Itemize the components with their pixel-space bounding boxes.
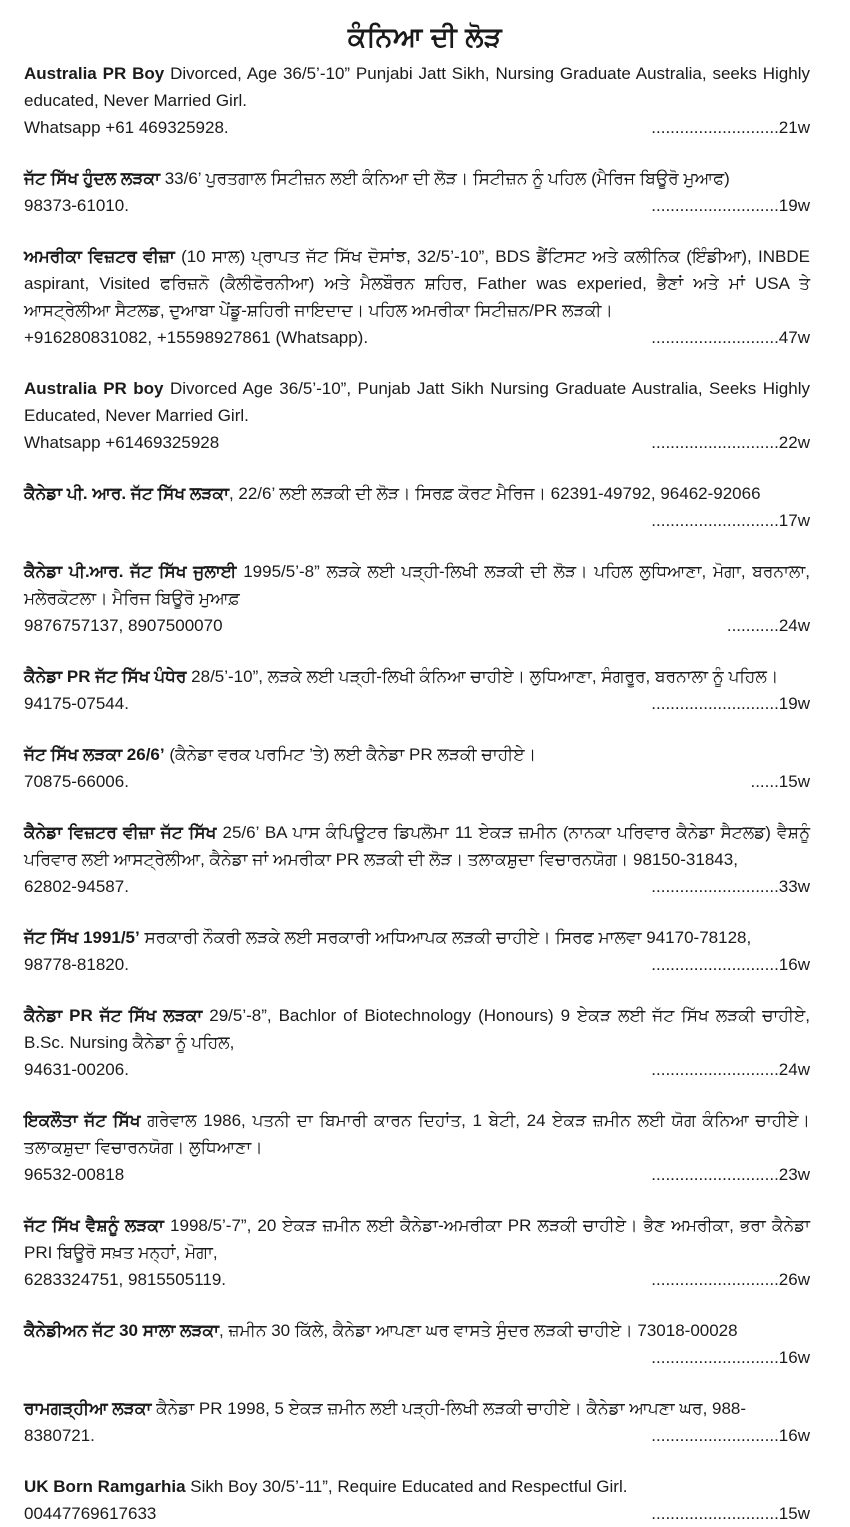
ad-code: ...........24w xyxy=(726,616,810,635)
ad-body: Sikh Boy 30/5’-11”, Require Educated and Respectful Girl. xyxy=(185,1477,628,1496)
ad-lead: ਕੈਨੇਡਾ ਵਿਜ਼ਟਰ ਵੀਜ਼ਾ ਜੱਟ ਸਿੱਖ xyxy=(24,823,217,842)
list-item xyxy=(24,375,810,456)
list-item xyxy=(24,1107,810,1188)
list-item xyxy=(24,1473,810,1527)
list-item xyxy=(24,480,810,534)
ad-lead: ਕੈਨੇਡੀਅਨ ਜੱਟ 30 ਸਾਲਾ ਲੜਕਾ xyxy=(24,1321,220,1340)
list-item xyxy=(24,60,810,141)
ad-contact: 00447769617633 xyxy=(24,1504,157,1523)
list-item xyxy=(24,1002,810,1083)
list-item xyxy=(24,819,810,900)
list-item xyxy=(24,663,810,717)
ad-body: (ਕੈਨੇਡਾ ਵਰਕ ਪਰਮਿਟ ’ਤੇ) ਲਈ ਕੈਨੇਡਾ PR ਲੜਕੀ ਚਾਹੀਏ। xyxy=(164,745,537,764)
ad-contact: 94631-00206. xyxy=(24,1060,129,1079)
list-item xyxy=(24,924,810,978)
ad-code: ...........................16w xyxy=(651,1348,810,1367)
ad-code: ...........................26w xyxy=(651,1270,810,1289)
ad-contact: 8380721. xyxy=(24,1426,95,1445)
ad-body: 25/6’ BA ਪਾਸ ਕੰਪਿਊਟਰ ਡਿਪਲੋਮਾ 11 ਏਕੜ ਜ਼ਮੀਨ (ਨਾਨਕਾ ਪਰਿਵਾਰ ਕੈਨੇਡਾ ਸੈਟਲਡ) ਵੈਸ਼ਨੂੰ ਪਰਿਵਾਰ ਲਈ ਆਸਟ੍ਰੇਲੀਆ, ਕੈਨੇਡਾ ਜਾਂ ਅਮਰੀਕਾ PR ਲੜਕੀ ਦੀ ਲੋੜ। ਤਲਾਕਸ਼ੁਦਾ ਵਿਚਾਰਨਯੋਗ। 98150-31843, xyxy=(24,823,811,869)
ad-body: ਕੈਨੇਡਾ PR 1998, 5 ਏਕੜ ਜ਼ਮੀਨ ਲਈ ਪੜ੍ਹੀ-ਲਿਖੀ ਲੜਕੀ ਚਾਹੀਏ। ਕੈਨੇਡਾ ਆਪਣਾ ਘਰ, 988- xyxy=(151,1399,747,1418)
ad-contact: 9876757137, 8907500070 xyxy=(24,616,223,635)
ad-body: ਸਰਕਾਰੀ ਨੌਕਰੀ ਲੜਕੇ ਲਈ ਸਰਕਾਰੀ ਅਧਿਆਪਕ ਲੜਕੀ ਚਾਹੀਏ। ਸਿਰਫ ਮਾਲਵਾ 94170-78128, xyxy=(139,928,752,947)
ad-code: ...........................33w xyxy=(651,877,810,896)
ad-code: ......15w xyxy=(750,772,810,791)
ad-code: ...........................16w xyxy=(651,955,810,974)
ad-contact: 70875-66006. xyxy=(24,772,129,791)
list-item xyxy=(24,1317,810,1371)
list-item xyxy=(24,243,810,351)
ad-body: 29/5’-8”, Bachlor of Biotechnology (Honours) 9 ਏਕੜ ਲਈ ਜੱਟ ਸਿੱਖ ਲੜਕੀ ਚਾਹੀਏ, B.Sc. Nursing ਕੈਨੇਡਾ ਨੂੰ ਪਹਿਲ, xyxy=(24,1006,810,1052)
ad-contact: 62802-94587. xyxy=(24,877,129,896)
ad-lead: ਕੈਨੇਡਾ ਪੀ. ਆਰ. ਜੱਟ ਸਿੱਖ ਲੜਕਾ xyxy=(24,484,229,503)
ad-code: ...........................16w xyxy=(651,1426,810,1445)
ad-code: ...........................47w xyxy=(651,328,810,347)
ad-code: ...........................23w xyxy=(651,1165,810,1184)
ad-code: ...........................19w xyxy=(651,694,810,713)
ad-contact: 98778-81820. xyxy=(24,955,129,974)
page-title: ਕੰਨਿਆ ਦੀ ਲੋੜ xyxy=(347,22,503,52)
ad-code: ...........................24w xyxy=(651,1060,810,1079)
ad-lead: ਅਮਰੀਕਾ ਵਿਜ਼ਟਰ ਵੀਜ਼ਾ xyxy=(24,247,175,266)
ad-body: 33/6’ ਪੁਰਤਗਾਲ ਸਿਟੀਜ਼ਨ ਲਈ ਕੰਨਿਆ ਦੀ ਲੋੜ। ਸਿਟੀਜ਼ਨ ਨੂੰ ਪਹਿਲ (ਮੈਰਿਜ ਬਿਊਰੋ ਮੁਆਫ) xyxy=(159,169,730,188)
ad-contact: 96532-00818 xyxy=(24,1165,125,1184)
ad-body: ਗਰੇਵਾਲ 1986, ਪਤਨੀ ਦਾ ਬਿਮਾਰੀ ਕਾਰਨ ਦਿਹਾਂਤ, 1 ਬੇਟੀ, 24 ਏਕੜ ਜ਼ਮੀਨ ਲਈ ਯੋਗ ਕੰਨਿਆ ਚਾਹੀਏ। ਤਲਾਕਸ਼ੁਦਾ ਵਿਚਾਰਨਯੋਗ। ਲੁਧਿਆਣਾ। xyxy=(24,1111,811,1157)
ad-body: 28/5’-10”, ਲੜਕੇ ਲਈ ਪੜ੍ਹੀ-ਲਿਖੀ ਕੰਨਿਆ ਚਾਹੀਏ। ਲੁਧਿਆਣਾ, ਸੰਗਰੂਰ, ਬਰਨਾਲਾ ਨੂੰ ਪਹਿਲ। xyxy=(186,667,779,686)
ad-lead: ਕੈਨੇਡਾ ਪੀ.ਆਰ. ਜੱਟ ਸਿੱਖ ਜੁਲਾਈ xyxy=(24,562,237,581)
ad-body: Divorced, Age 36/5’-10” Punjabi Jatt Sikh, Nursing Graduate Australia, seeks Highly educated, Never Married Girl. xyxy=(24,64,810,110)
ads-list xyxy=(0,60,850,1527)
ad-contact: Whatsapp +61469325928 xyxy=(24,433,220,452)
ad-lead: ਜੱਟ ਸਿੱਖ ਵੈਸ਼ਨੂੰ ਲੜਕਾ xyxy=(24,1216,164,1235)
ad-code: ...........................19w xyxy=(651,196,810,215)
ad-body: 1995/5’-8” ਲੜਕੇ ਲਈ ਪੜ੍ਹੀ-ਲਿਖੀ ਲੜਕੀ ਦੀ ਲੋੜ। ਪਹਿਲ ਲੁਧਿਆਣਾ, ਮੋਗਾ, ਬਰਨਾਲਾ, ਮਲੇਰਕੋਟਲਾ। ਮੈਰਿਜ ਬਿਊਰੋ ਮੁਆਫ਼ xyxy=(24,562,810,608)
ad-lead: ਜੱਟ ਸਿੱਖ ਲੜਕਾ 26/6’ xyxy=(24,745,165,764)
ad-body: (10 ਸਾਲ) ਪ੍ਰਾਪਤ ਜੱਟ ਸਿੱਖ ਦੋਸਾਂਝ, 32/5’-10”, BDS ਡੈਂਟਿਸਟ ਅਤੇ ਕਲੀਨਿਕ (ਇੰਡੀਆ), INBDE aspirant, Visited ਫਰਿਜ਼ਨੋ (ਕੈਲੀਫੋਰਨੀਆ) ਅਤੇ ਮੈਲਬੌਰਨ ਸ਼ਹਿਰ, Father was experied, ਭੈਣਾਂ ਅਤੇ ਮਾਂ USA ਤੇ ਆਸਟ੍ਰੇਲੀਆ ਸੈਟਲਡ, ਦੁਆਬਾ ਪੇਂਡੂ-ਸ਼ਹਿਰੀ ਜਾਇਦਾਦ। ਪਹਿਲ ਅਮਰੀਕਾ ਸਿਟੀਜ਼ਨ/PR ਲੜਕੀ। xyxy=(24,247,810,320)
list-item xyxy=(24,741,810,795)
ad-lead: ਜੱਟ ਸਿੱਖ 1991/5’ xyxy=(24,928,140,947)
list-item xyxy=(24,558,810,639)
ad-lead: ਰਾਮਗੜ੍ਹੀਆ ਲੜਕਾ xyxy=(24,1399,152,1418)
ad-lead: Australia PR boy xyxy=(24,379,164,398)
list-item xyxy=(24,165,810,219)
ad-body: , 22/6’ ਲਈ ਲੜਕੀ ਦੀ ਲੋੜ। ਸਿਰਫ਼ ਕੋਰਟ ਮੈਰਿਜ। 62391-49792, 96462-92066 xyxy=(228,484,761,503)
ad-contact: +916280831082, +15598927861 (Whatsapp). xyxy=(24,328,369,347)
ad-body: 1998/5’-7”, 20 ਏਕੜ ਜ਼ਮੀਨ ਲਈ ਕੈਨੇਡਾ-ਅਮਰੀਕਾ PR ਲੜਕੀ ਚਾਹੀਏ। ਭੈਣ ਅਮਰੀਕਾ, ਭਰਾ ਕੈਨੇਡਾ PRI ਬਿਊਰੋ ਸਖ਼ਤ ਮਨ੍ਹਾਂ, ਮੋਗਾ, xyxy=(24,1216,811,1262)
ad-lead: Australia PR Boy xyxy=(24,64,165,83)
ad-lead: ਕੈਨੇਡਾ PR ਜੱਟ ਸਿੱਖ ਪੰਧੇਰ xyxy=(24,667,187,686)
ad-contact: Whatsapp +61 469325928. xyxy=(24,118,229,137)
ad-contact: 6283324751, 9815505119. xyxy=(24,1270,226,1289)
list-item xyxy=(24,1212,810,1293)
ad-code: ...........................22w xyxy=(651,433,810,452)
ad-code: ...........................17w xyxy=(651,511,810,530)
list-item xyxy=(24,1395,810,1449)
ad-code: ...........................21w xyxy=(651,118,810,137)
ad-lead: ਇਕਲੌਤਾ ਜੱਟ ਸਿੱਖ xyxy=(24,1111,141,1130)
ad-lead: ਕੈਨੇਡਾ PR ਜੱਟ ਸਿੱਖ ਲੜਕਾ xyxy=(24,1006,203,1025)
ad-contact: 98373-61010. xyxy=(24,196,129,215)
ad-lead: UK Born Ramgarhia xyxy=(24,1477,186,1496)
ad-lead: ਜੱਟ ਸਿੱਖ ਹੁੰਦਲ ਲੜਕਾ xyxy=(24,169,160,188)
ad-body: Divorced Age 36/5’-10”, Punjab Jatt Sikh Nursing Graduate Australia, Seeks Highly Educated, Never Married Girl. xyxy=(24,379,810,425)
ad-contact: 94175-07544. xyxy=(24,694,129,713)
ad-code: ...........................15w xyxy=(651,1504,810,1523)
ad-body: , ਜ਼ਮੀਨ 30 ਕਿੱਲੇ, ਕੈਨੇਡਾ ਆਪਣਾ ਘਰ ਵਾਸਤੇ ਸੁੰਦਰ ਲੜਕੀ ਚਾਹੀਏ। 73018-00028 xyxy=(219,1321,738,1340)
